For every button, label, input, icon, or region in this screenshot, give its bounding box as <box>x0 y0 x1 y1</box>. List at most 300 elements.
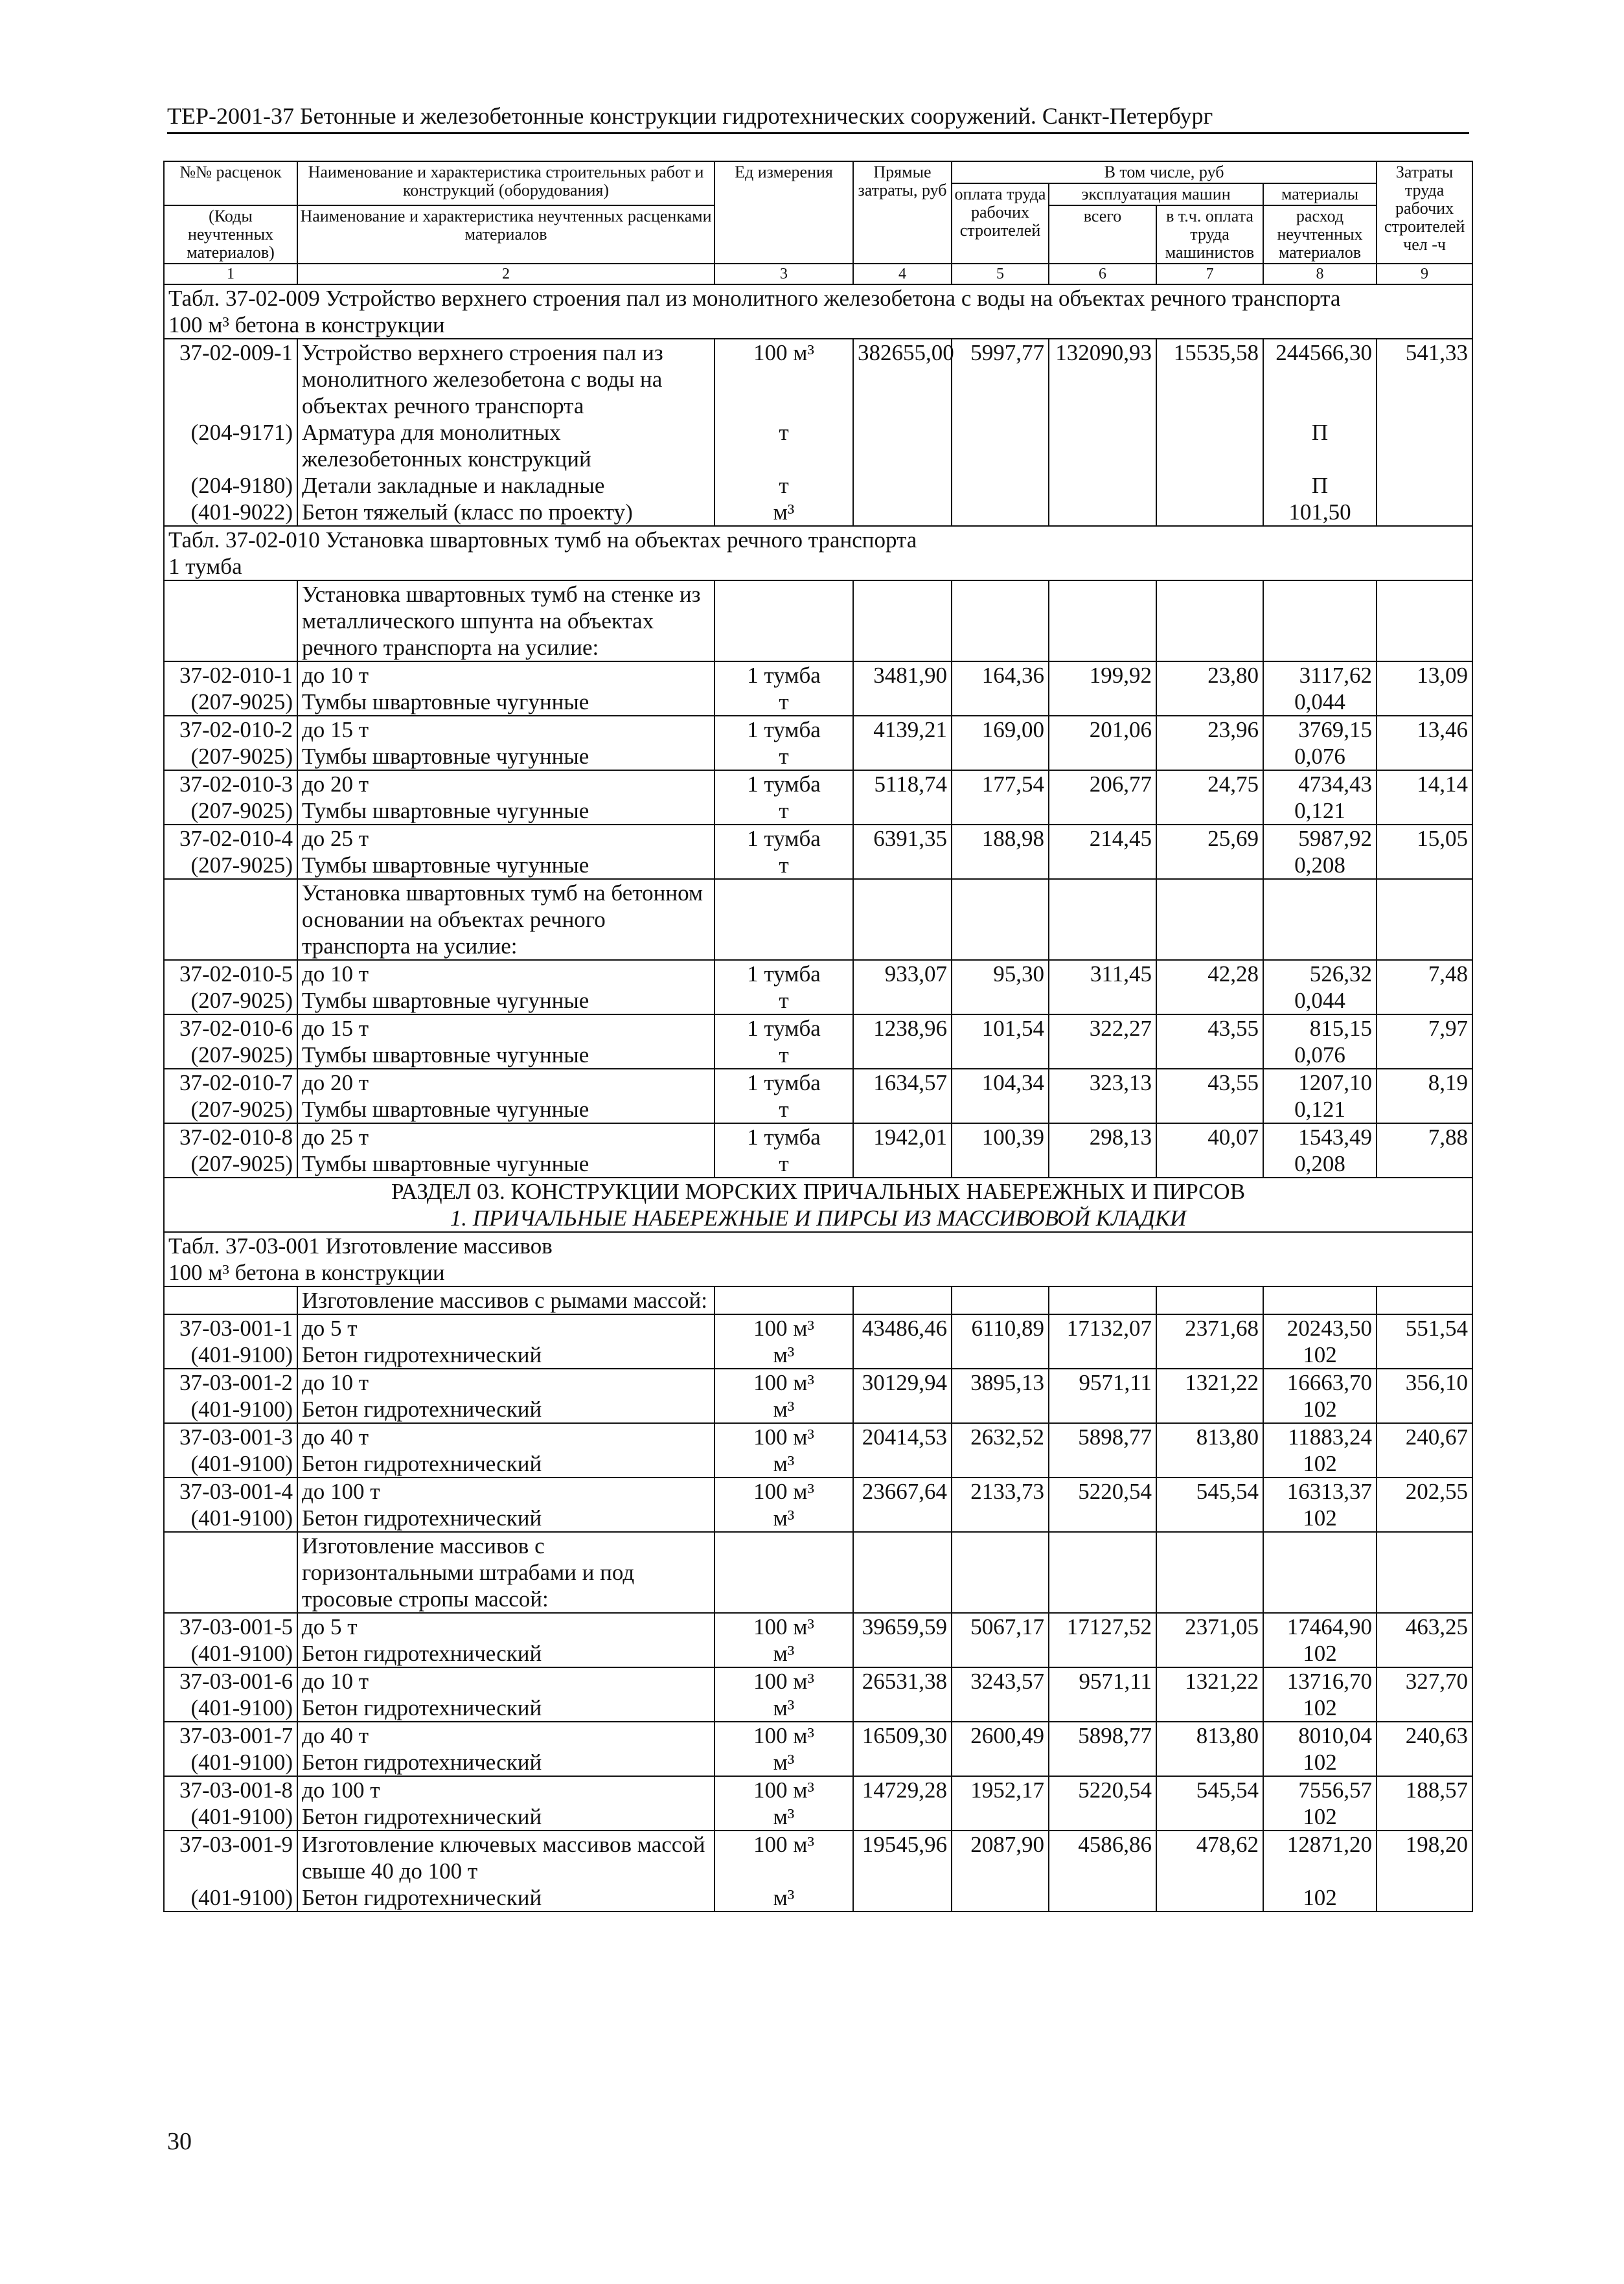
rate-row <box>164 1314 1472 1342</box>
empty-cell <box>1156 1042 1263 1069</box>
page-number: 30 <box>167 2128 192 2155</box>
material-qty: 102 <box>1263 1803 1377 1831</box>
empty-cell <box>853 1150 952 1178</box>
rate-row <box>164 1831 1472 1884</box>
material-name: Бетон гидротехнический <box>297 1803 715 1831</box>
material-qty: 102 <box>1263 1884 1377 1912</box>
rates-table-wrap <box>163 161 1472 1912</box>
rate-machines: 4586,86 <box>1049 1831 1156 1884</box>
material-qty: 102 <box>1263 1450 1377 1478</box>
empty-cell <box>853 1286 952 1314</box>
empty-cell <box>1377 1884 1472 1912</box>
colnum: 6 <box>1049 264 1156 284</box>
rate-labor: 5997,77 <box>952 339 1049 419</box>
section-title-row <box>164 1178 1472 1205</box>
empty-cell <box>1156 879 1263 960</box>
rate-materials: 17464,90 <box>1263 1613 1377 1640</box>
group-title: Изготовление массивов с рымами массой: <box>297 1286 715 1314</box>
rate-machines: 311,45 <box>1049 960 1156 987</box>
rate-labor: 100,39 <box>952 1123 1049 1150</box>
material-code: (207-9025) <box>164 852 297 879</box>
rate-labor: 104,34 <box>952 1069 1049 1096</box>
empty-cell <box>1049 419 1156 472</box>
rate-unit: 100 м³ <box>715 1722 853 1749</box>
material-row <box>164 852 1472 879</box>
empty-cell <box>1156 580 1263 661</box>
rate-row <box>164 1776 1472 1803</box>
empty-cell <box>1156 1150 1263 1178</box>
rate-materials: 3117,62 <box>1263 661 1377 689</box>
empty-cell <box>1049 879 1156 960</box>
rate-machines: 5898,77 <box>1049 1722 1156 1749</box>
rate-unit: 100 м³ <box>715 1423 853 1450</box>
rate-machines: 201,06 <box>1049 716 1156 743</box>
rate-machines: 17127,52 <box>1049 1613 1156 1640</box>
rate-row <box>164 1123 1472 1150</box>
group-title: Установка швартовных тумб на стенке из металлического шпунта на объектах речного транспорта на усилие: <box>297 580 715 661</box>
empty-cell <box>952 1150 1049 1178</box>
empty-cell <box>1156 797 1263 825</box>
rate-materials: 4734,43 <box>1263 770 1377 797</box>
rate-name: до 10 т <box>297 661 715 689</box>
rate-machinists: 23,96 <box>1156 716 1263 743</box>
rate-materials: 20243,50 <box>1263 1314 1377 1342</box>
material-name: Тумбы швартовные чугунные <box>297 852 715 879</box>
rate-name: до 10 т <box>297 960 715 987</box>
code-cell <box>164 580 297 661</box>
rate-code: 37-02-010-7 <box>164 1069 297 1096</box>
rates-table <box>163 161 1473 1912</box>
material-code: (204-9180) <box>164 472 297 499</box>
empty-cell <box>1156 1640 1263 1667</box>
code-cell <box>164 879 297 960</box>
rate-code: 37-03-001-5 <box>164 1613 297 1640</box>
empty-cell <box>952 987 1049 1014</box>
empty-cell <box>1377 797 1472 825</box>
rate-name: до 25 т <box>297 825 715 852</box>
header-code-bottom: (Коды неучтенных материалов) <box>164 205 297 264</box>
table-unit: 100 м³ бетона в конструкции <box>164 312 1472 339</box>
empty-cell <box>1377 743 1472 770</box>
empty-cell <box>1377 1150 1472 1178</box>
rate-row <box>164 960 1472 987</box>
empty-cell <box>1377 580 1472 661</box>
rate-machinists: 42,28 <box>1156 960 1263 987</box>
rate-hours: 240,67 <box>1377 1423 1472 1450</box>
colnum: 9 <box>1377 264 1472 284</box>
rate-direct: 382655,00 <box>853 339 952 419</box>
rate-materials: 8010,04 <box>1263 1722 1377 1749</box>
empty-cell <box>952 1884 1049 1912</box>
rate-direct: 1634,57 <box>853 1069 952 1096</box>
rate-code: 37-02-010-8 <box>164 1123 297 1150</box>
material-name: Бетон гидротехнический <box>297 1342 715 1369</box>
material-code: (401-9100) <box>164 1396 297 1423</box>
empty-cell <box>1156 1342 1263 1369</box>
empty-cell <box>1377 852 1472 879</box>
empty-cell <box>853 1505 952 1532</box>
material-name: Бетон гидротехнический <box>297 1396 715 1423</box>
rate-machinists: 24,75 <box>1156 770 1263 797</box>
rate-machinists: 545,54 <box>1156 1776 1263 1803</box>
rate-code: 37-02-010-4 <box>164 825 297 852</box>
rate-hours: 7,97 <box>1377 1014 1472 1042</box>
empty-cell <box>952 1396 1049 1423</box>
rate-machinists: 15535,58 <box>1156 339 1263 419</box>
rate-machines: 9571,11 <box>1049 1369 1156 1396</box>
header-machines-total: всего <box>1049 205 1156 264</box>
empty-cell <box>1049 743 1156 770</box>
empty-cell <box>715 879 853 960</box>
header-hours: Затраты труда рабочих строителей чел -ч <box>1377 161 1472 264</box>
material-unit: м³ <box>715 1505 853 1532</box>
empty-cell <box>952 1505 1049 1532</box>
rate-hours: 356,10 <box>1377 1369 1472 1396</box>
material-unit: м³ <box>715 1884 853 1912</box>
empty-cell <box>1377 1396 1472 1423</box>
header-direct: Прямые затраты, руб <box>853 161 952 264</box>
material-qty: 102 <box>1263 1342 1377 1369</box>
header-machines-group: эксплуатация машин <box>1049 183 1263 205</box>
rate-hours: 541,33 <box>1377 339 1472 419</box>
rate-labor: 2087,90 <box>952 1831 1049 1884</box>
rate-hours: 240,63 <box>1377 1722 1472 1749</box>
rate-code: 37-03-001-4 <box>164 1478 297 1505</box>
material-name: Тумбы швартовные чугунные <box>297 1042 715 1069</box>
rate-machines: 199,92 <box>1049 661 1156 689</box>
table-title: Табл. 37-02-009 Устройство верхнего строения пал из монолитного железобетона с воды на объектах речного транспорта <box>164 284 1472 312</box>
empty-cell <box>1049 1342 1156 1369</box>
material-unit: м³ <box>715 1342 853 1369</box>
material-row <box>164 689 1472 716</box>
empty-cell <box>1049 580 1156 661</box>
rate-machinists: 1321,22 <box>1156 1667 1263 1695</box>
rate-name: до 20 т <box>297 1069 715 1096</box>
colnum: 3 <box>715 264 853 284</box>
rate-labor: 2600,49 <box>952 1722 1049 1749</box>
empty-cell <box>853 689 952 716</box>
rate-materials: 5987,92 <box>1263 825 1377 852</box>
header-materials-top: материалы <box>1263 183 1377 205</box>
empty-cell <box>853 1096 952 1123</box>
empty-cell <box>853 1803 952 1831</box>
empty-cell <box>1156 1505 1263 1532</box>
material-unit: т <box>715 987 853 1014</box>
material-name: Бетон тяжелый (класс по проекту) <box>297 499 715 526</box>
rate-direct: 5118,74 <box>853 770 952 797</box>
rate-row <box>164 661 1472 689</box>
colnum: 5 <box>952 264 1049 284</box>
empty-cell <box>1049 1884 1156 1912</box>
rate-machinists: 2371,68 <box>1156 1314 1263 1342</box>
rate-direct: 4139,21 <box>853 716 952 743</box>
empty-cell <box>1377 1450 1472 1478</box>
empty-cell <box>1156 743 1263 770</box>
rate-direct: 14729,28 <box>853 1776 952 1803</box>
rate-labor: 2133,73 <box>952 1478 1049 1505</box>
material-qty: 0,044 <box>1263 987 1377 1014</box>
rate-machines: 5220,54 <box>1049 1478 1156 1505</box>
material-code: (207-9025) <box>164 1042 297 1069</box>
material-qty: 102 <box>1263 1695 1377 1722</box>
rate-hours: 13,46 <box>1377 716 1472 743</box>
empty-cell <box>853 1884 952 1912</box>
empty-cell <box>1377 689 1472 716</box>
rate-code: 37-03-001-2 <box>164 1369 297 1396</box>
material-row <box>164 1884 1472 1912</box>
rate-machinists: 23,80 <box>1156 661 1263 689</box>
rate-machinists: 813,80 <box>1156 1423 1263 1450</box>
empty-cell <box>952 1342 1049 1369</box>
rate-unit: 100 м³ <box>715 1369 853 1396</box>
rate-code: 37-02-010-1 <box>164 661 297 689</box>
page-header: ТЕР-2001-37 Бетонные и железобетонные конструкции гидротехнических сооружений. Санкт-Петербург <box>167 102 1469 134</box>
rate-row <box>164 1014 1472 1042</box>
material-code: (207-9025) <box>164 1150 297 1178</box>
empty-cell <box>1156 1803 1263 1831</box>
rate-hours: 463,25 <box>1377 1613 1472 1640</box>
colnum: 4 <box>853 264 952 284</box>
empty-cell <box>853 879 952 960</box>
rate-materials: 244566,30 <box>1263 339 1377 419</box>
rate-machinists: 813,80 <box>1156 1722 1263 1749</box>
rate-unit: 100 м³ <box>715 1613 853 1640</box>
rate-unit: 1 тумба <box>715 661 853 689</box>
rate-direct: 933,07 <box>853 960 952 987</box>
table-title: Табл. 37-03-001 Изготовление массивов <box>164 1232 1472 1259</box>
material-code: (401-9100) <box>164 1884 297 1912</box>
empty-cell <box>853 987 952 1014</box>
material-row <box>164 1396 1472 1423</box>
rate-name: до 25 т <box>297 1123 715 1150</box>
empty-cell <box>853 1695 952 1722</box>
rate-machinists: 40,07 <box>1156 1123 1263 1150</box>
rate-direct: 6391,35 <box>853 825 952 852</box>
material-code: (401-9100) <box>164 1749 297 1776</box>
empty-cell <box>1049 1640 1156 1667</box>
empty-cell <box>1049 987 1156 1014</box>
material-row <box>164 1450 1472 1478</box>
empty-cell <box>952 580 1049 661</box>
empty-cell <box>1377 499 1472 526</box>
material-code: (401-9022) <box>164 499 297 526</box>
empty-cell <box>952 1532 1049 1613</box>
material-row <box>164 419 1472 472</box>
colnum: 1 <box>164 264 297 284</box>
material-qty: П <box>1263 419 1377 472</box>
empty-cell <box>1156 689 1263 716</box>
rate-machines: 17132,07 <box>1049 1314 1156 1342</box>
rate-materials: 12871,20 <box>1263 1831 1377 1884</box>
rate-row <box>164 1613 1472 1640</box>
group-title-row <box>164 879 1472 960</box>
rate-unit: 100 м³ <box>715 1314 853 1342</box>
rate-unit: 1 тумба <box>715 1123 853 1150</box>
empty-cell <box>1049 797 1156 825</box>
empty-cell <box>1156 1096 1263 1123</box>
rate-hours: 198,20 <box>1377 1831 1472 1884</box>
header-name-top: Наименование и характеристика строительных работ и конструкций (оборудования) <box>297 161 715 205</box>
material-unit: м³ <box>715 1396 853 1423</box>
rate-materials: 1207,10 <box>1263 1069 1377 1096</box>
empty-cell <box>1049 1396 1156 1423</box>
rate-machinists: 478,62 <box>1156 1831 1263 1884</box>
rate-materials: 3769,15 <box>1263 716 1377 743</box>
material-name: Арматура для монолитных железобетонных конструкций <box>297 419 715 472</box>
material-row <box>164 743 1472 770</box>
rate-materials: 11883,24 <box>1263 1423 1377 1450</box>
empty-cell <box>952 1042 1049 1069</box>
material-unit: т <box>715 419 853 472</box>
rate-hours: 7,48 <box>1377 960 1472 987</box>
material-row <box>164 1342 1472 1369</box>
rate-direct: 19545,96 <box>853 1831 952 1884</box>
empty-cell <box>1156 1396 1263 1423</box>
empty-cell <box>1049 1695 1156 1722</box>
colnum: 2 <box>297 264 715 284</box>
material-code: (204-9171) <box>164 419 297 472</box>
table-title-row <box>164 284 1472 312</box>
material-qty: 0,044 <box>1263 689 1377 716</box>
rate-labor: 95,30 <box>952 960 1049 987</box>
empty-cell <box>952 1450 1049 1478</box>
group-title: Изготовление массивов с горизонтальными штрабами и под тросовые стропы массой: <box>297 1532 715 1613</box>
empty-cell <box>1156 1695 1263 1722</box>
empty-cell <box>952 1749 1049 1776</box>
rate-direct: 23667,64 <box>853 1478 952 1505</box>
empty-cell <box>1377 1640 1472 1667</box>
empty-cell <box>1156 1884 1263 1912</box>
header-code-top: №№ расценок <box>164 161 297 205</box>
material-row <box>164 499 1472 526</box>
empty-cell <box>1049 1532 1156 1613</box>
material-code: (401-9100) <box>164 1505 297 1532</box>
material-unit: т <box>715 1042 853 1069</box>
empty-cell <box>853 1342 952 1369</box>
empty-cell <box>853 1749 952 1776</box>
rate-name: до 5 т <box>297 1613 715 1640</box>
material-name: Тумбы швартовные чугунные <box>297 1150 715 1178</box>
rate-row <box>164 1423 1472 1450</box>
material-row <box>164 987 1472 1014</box>
rate-materials: 16663,70 <box>1263 1369 1377 1396</box>
empty-cell <box>952 1695 1049 1722</box>
rate-hours: 15,05 <box>1377 825 1472 852</box>
rate-materials: 16313,37 <box>1263 1478 1377 1505</box>
empty-cell <box>1377 1749 1472 1776</box>
rate-unit: 1 тумба <box>715 825 853 852</box>
rate-row <box>164 1478 1472 1505</box>
rate-machines: 5898,77 <box>1049 1423 1156 1450</box>
rate-hours: 7,88 <box>1377 1123 1472 1150</box>
rate-hours: 202,55 <box>1377 1478 1472 1505</box>
empty-cell <box>853 419 952 472</box>
header-name-bottom: Наименование и характеристика неучтенных расценками материалов <box>297 205 715 264</box>
material-name: Тумбы швартовные чугунные <box>297 987 715 1014</box>
material-code: (207-9025) <box>164 1096 297 1123</box>
empty-cell <box>1156 1450 1263 1478</box>
header-unit: Ед измерения <box>715 161 853 264</box>
empty-cell <box>1377 1532 1472 1613</box>
rate-unit: 100 м³ <box>715 1776 853 1803</box>
material-qty: 0,121 <box>1263 1096 1377 1123</box>
material-name: Бетон гидротехнический <box>297 1640 715 1667</box>
rate-materials: 13716,70 <box>1263 1667 1377 1695</box>
rate-code: 37-03-001-1 <box>164 1314 297 1342</box>
table-title: Табл. 37-02-010 Установка швартовных тумб на объектах речного транспорта <box>164 526 1472 553</box>
rate-direct: 1942,01 <box>853 1123 952 1150</box>
material-code: (401-9100) <box>164 1450 297 1478</box>
material-qty: 0,076 <box>1263 1042 1377 1069</box>
group-title-row <box>164 1286 1472 1314</box>
empty-cell <box>952 1640 1049 1667</box>
material-name: Тумбы швартовные чугунные <box>297 1096 715 1123</box>
rate-hours: 551,54 <box>1377 1314 1472 1342</box>
rate-name: до 20 т <box>297 770 715 797</box>
empty-cell <box>952 852 1049 879</box>
empty-cell <box>1049 1803 1156 1831</box>
material-code: (401-9100) <box>164 1803 297 1831</box>
rate-machines: 214,45 <box>1049 825 1156 852</box>
material-unit: м³ <box>715 1803 853 1831</box>
table-unit-row <box>164 553 1472 580</box>
rate-code: 37-03-001-6 <box>164 1667 297 1695</box>
rate-row <box>164 716 1472 743</box>
material-qty: 102 <box>1263 1396 1377 1423</box>
empty-cell <box>853 499 952 526</box>
empty-cell <box>1049 1749 1156 1776</box>
rate-name: до 10 т <box>297 1667 715 1695</box>
rate-direct: 16509,30 <box>853 1722 952 1749</box>
subsection-title: 1. ПРИЧАЛЬНЫЕ НАБЕРЕЖНЫЕ И ПИРСЫ ИЗ МАССИВОВОЙ КЛАДКИ <box>164 1205 1472 1232</box>
empty-cell <box>1049 1150 1156 1178</box>
empty-cell <box>1049 1096 1156 1123</box>
rate-direct: 39659,59 <box>853 1613 952 1640</box>
header-group: В том числе, руб <box>952 161 1377 183</box>
material-row <box>164 1640 1472 1667</box>
rate-labor: 3895,13 <box>952 1369 1049 1396</box>
header-machinists: в т.ч. оплата труда машинистов <box>1156 205 1263 264</box>
rate-name: до 40 т <box>297 1722 715 1749</box>
material-name: Тумбы швартовные чугунные <box>297 797 715 825</box>
rate-machinists: 43,55 <box>1156 1069 1263 1096</box>
material-row <box>164 1042 1472 1069</box>
empty-cell <box>952 797 1049 825</box>
material-qty: 0,121 <box>1263 797 1377 825</box>
rate-direct: 3481,90 <box>853 661 952 689</box>
rate-code: 37-03-001-8 <box>164 1776 297 1803</box>
rate-direct: 43486,46 <box>853 1314 952 1342</box>
rate-hours: 13,09 <box>1377 661 1472 689</box>
group-title: Установка швартовных тумб на бетонном основании на объектах речного транспорта на усилие: <box>297 879 715 960</box>
rate-machines: 9571,11 <box>1049 1667 1156 1695</box>
empty-cell <box>715 580 853 661</box>
rate-name: до 40 т <box>297 1423 715 1450</box>
empty-cell <box>1377 1342 1472 1369</box>
empty-cell <box>853 797 952 825</box>
rate-machines: 206,77 <box>1049 770 1156 797</box>
material-code: (207-9025) <box>164 797 297 825</box>
empty-cell <box>853 472 952 499</box>
rate-unit: 1 тумба <box>715 716 853 743</box>
empty-cell <box>1377 1096 1472 1123</box>
empty-cell <box>1377 1803 1472 1831</box>
empty-cell <box>1377 879 1472 960</box>
rate-code: 37-03-001-3 <box>164 1423 297 1450</box>
rate-direct: 20414,53 <box>853 1423 952 1450</box>
material-qty: 0,076 <box>1263 743 1377 770</box>
group-title-row <box>164 1532 1472 1613</box>
